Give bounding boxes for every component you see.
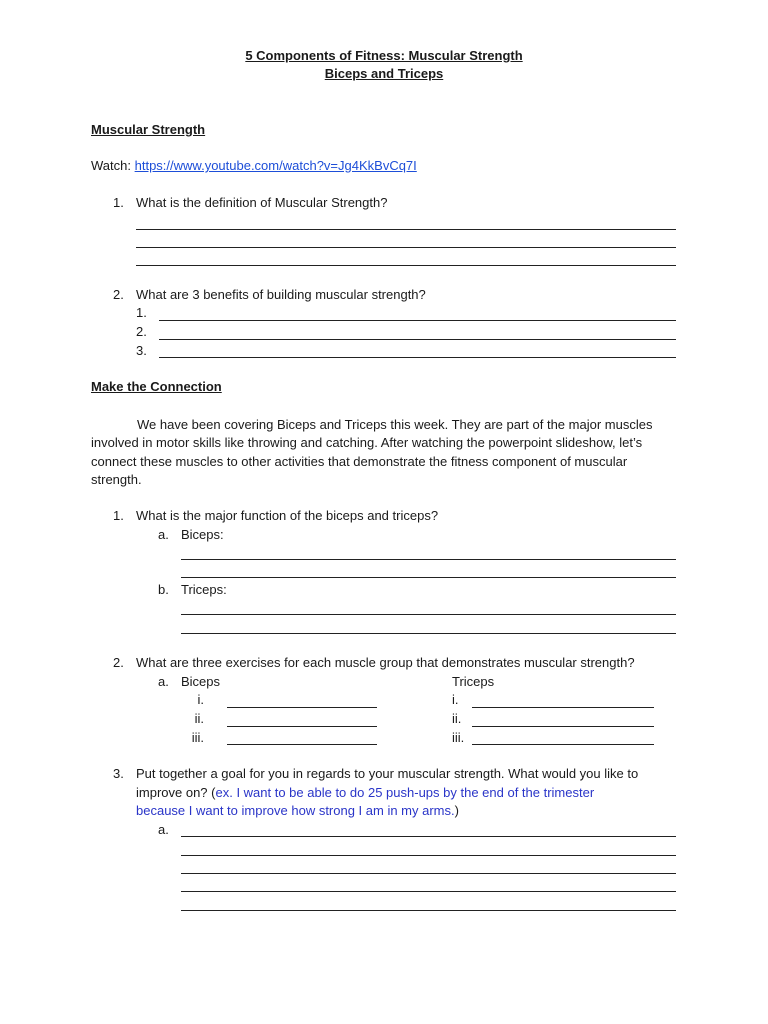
roman-numeral: ii. bbox=[194, 711, 204, 726]
goal-example-continued: because I want to improve how strong I am in my arms. bbox=[136, 803, 455, 818]
question-1-text: What is the major function of the biceps and triceps? bbox=[136, 508, 439, 523]
answer-line[interactable] bbox=[136, 247, 676, 248]
goal-example: ex. I want to be able to do 25 push-ups by the end of the trimester bbox=[215, 785, 595, 800]
intro-paragraph-text: We have been covering Biceps and Triceps this week. They are part of the major muscles involved in motor skills like throwing and catching. After watching the powerpoint slideshow, let’s connect these muscles to other activities that demonstrate the fitness component of muscular strength. bbox=[91, 417, 653, 487]
biceps-column-label: Biceps bbox=[181, 674, 221, 689]
goal-answer-line[interactable] bbox=[181, 855, 676, 856]
close-paren: ) bbox=[454, 803, 459, 818]
question-3-number: 3. bbox=[113, 766, 124, 781]
triceps-column-label: Triceps bbox=[452, 674, 495, 689]
question-2-text: What are 3 benefits of building muscular strength? bbox=[136, 287, 426, 302]
question-1-number: 1. bbox=[113, 508, 124, 523]
question-2-number: 2. bbox=[113, 655, 124, 670]
roman-numeral: i. bbox=[197, 692, 204, 707]
triceps-exercise-line[interactable] bbox=[472, 744, 654, 745]
benefit-answer-line[interactable] bbox=[159, 320, 676, 321]
biceps-label: Biceps: bbox=[181, 527, 224, 542]
triceps-exercise-line[interactable] bbox=[472, 707, 654, 708]
triceps-label: Triceps: bbox=[181, 582, 227, 597]
goal-answer-line[interactable] bbox=[181, 836, 676, 837]
answer-line[interactable] bbox=[181, 559, 676, 560]
benefit-answer-line[interactable] bbox=[159, 339, 676, 340]
goal-answer-line[interactable] bbox=[181, 873, 676, 874]
question-3-prompt: improve on? ( bbox=[136, 785, 216, 800]
answer-line[interactable] bbox=[181, 614, 676, 615]
watch-label: Watch: bbox=[91, 158, 131, 173]
page-subtitle: Biceps and Triceps bbox=[324, 66, 444, 81]
question-3-text: Put together a goal for you in regards to your muscular strength. What would you like to bbox=[136, 766, 639, 781]
triceps-exercise-line[interactable] bbox=[472, 726, 654, 727]
roman-numeral: i. bbox=[452, 692, 459, 707]
sub-label-b: b. bbox=[158, 582, 169, 597]
goal-answer-line[interactable] bbox=[181, 891, 676, 892]
goal-answer-line[interactable] bbox=[181, 910, 676, 911]
roman-numeral: iii. bbox=[452, 730, 465, 745]
sub-label-a: a. bbox=[158, 527, 169, 542]
answer-line[interactable] bbox=[136, 229, 676, 230]
answer-line[interactable] bbox=[136, 265, 676, 266]
sub-label-a: a. bbox=[158, 822, 169, 837]
biceps-exercise-line[interactable] bbox=[227, 707, 377, 708]
sub-label-a: a. bbox=[158, 674, 169, 689]
benefit-number: 2. bbox=[136, 324, 147, 339]
biceps-exercise-line[interactable] bbox=[227, 726, 377, 727]
question-1-number: 1. bbox=[113, 195, 124, 210]
answer-line[interactable] bbox=[181, 577, 676, 578]
page-title: 5 Components of Fitness: Muscular Strength bbox=[245, 48, 523, 63]
question-1-text: What is the definition of Muscular Strength? bbox=[136, 195, 388, 210]
intro-paragraph bbox=[91, 416, 676, 489]
question-2-number: 2. bbox=[113, 287, 124, 302]
section-heading-make-the-connection: Make the Connection bbox=[91, 379, 222, 394]
benefit-number: 3. bbox=[136, 343, 147, 358]
roman-numeral: ii. bbox=[452, 711, 462, 726]
watch-row bbox=[91, 158, 417, 174]
question-2-text: What are three exercises for each muscle group that demonstrates muscular strength? bbox=[136, 655, 635, 670]
question-3-text-line2 bbox=[136, 785, 594, 801]
question-3-text-line3 bbox=[136, 803, 459, 819]
benefit-answer-line[interactable] bbox=[159, 357, 676, 358]
biceps-exercise-line[interactable] bbox=[227, 744, 377, 745]
video-link[interactable]: https://www.youtube.com/watch?v=Jg4KkBvCq7I bbox=[134, 158, 417, 173]
benefit-number: 1. bbox=[136, 305, 147, 320]
section-heading-muscular-strength: Muscular Strength bbox=[91, 122, 206, 137]
answer-line[interactable] bbox=[181, 633, 676, 634]
roman-numeral: iii. bbox=[191, 730, 204, 745]
